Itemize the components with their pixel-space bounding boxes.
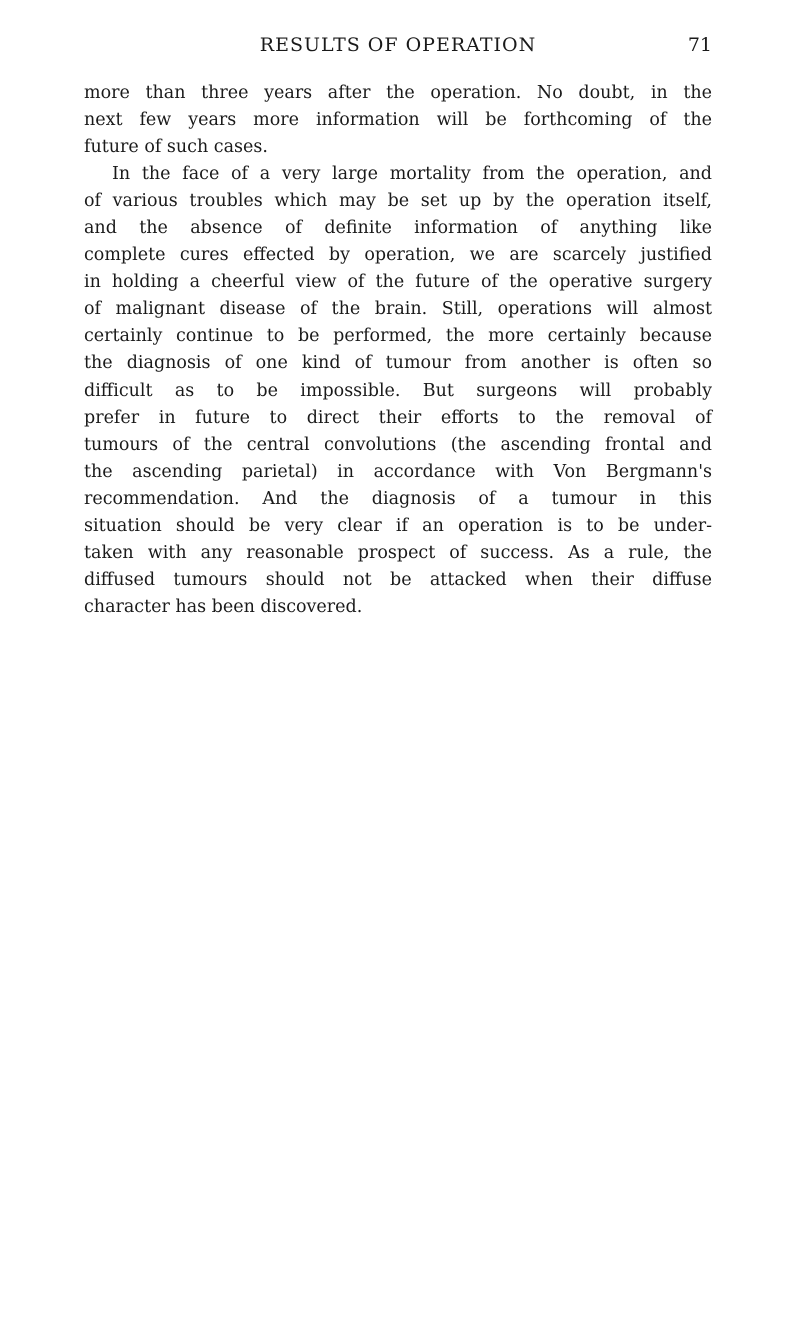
body-text (84, 80, 712, 621)
text-line: complete cures effected by operation, we are scarcely justified (84, 245, 712, 266)
text-line: of various troubles which may be set up by the operation itself, (84, 191, 712, 212)
text-line: difficult as to be impossible. But surgeons will probably (84, 380, 712, 401)
page-number: 71 (687, 34, 712, 56)
text-line: character has been discovered. (84, 596, 363, 617)
running-head (84, 34, 712, 64)
text-line: tumours of the central convolutions (the ascending frontal and (84, 434, 712, 455)
running-title: RESULTS OF OPERATION (259, 34, 537, 56)
text-line: the ascending parietal) in accordance with Von Bergmann's (84, 461, 712, 482)
text-line: next few years more information will be forthcoming of the (84, 110, 712, 131)
text-line: situation should be very clear if an operation is to be under- (84, 515, 712, 536)
text-line: future of such cases. (84, 137, 268, 158)
text-line: of malignant disease of the brain. Still, operations will almost (84, 299, 712, 320)
text-line: taken with any reasonable prospect of success. As a rule, the (84, 542, 712, 563)
text-line: more than three years after the operation. No doubt, in the (84, 83, 712, 103)
text-line: diffused tumours should not be attacked when their diffuse (84, 569, 712, 590)
text-line: certainly continue to be performed, the more certainly because (84, 326, 712, 347)
text-line: prefer in future to direct their efforts to the removal of (84, 407, 712, 428)
text-line: and the absence of definite information of anything like (84, 218, 712, 239)
text-line: recommendation. And the diagnosis of a tumour in this (84, 488, 712, 509)
text-line: In the face of a very large mortality from the operation, and (112, 164, 712, 185)
text-line: the diagnosis of one kind of tumour from another is often so (84, 353, 712, 374)
text-line: in holding a cheerful view of the future of the operative surgery (84, 272, 712, 293)
